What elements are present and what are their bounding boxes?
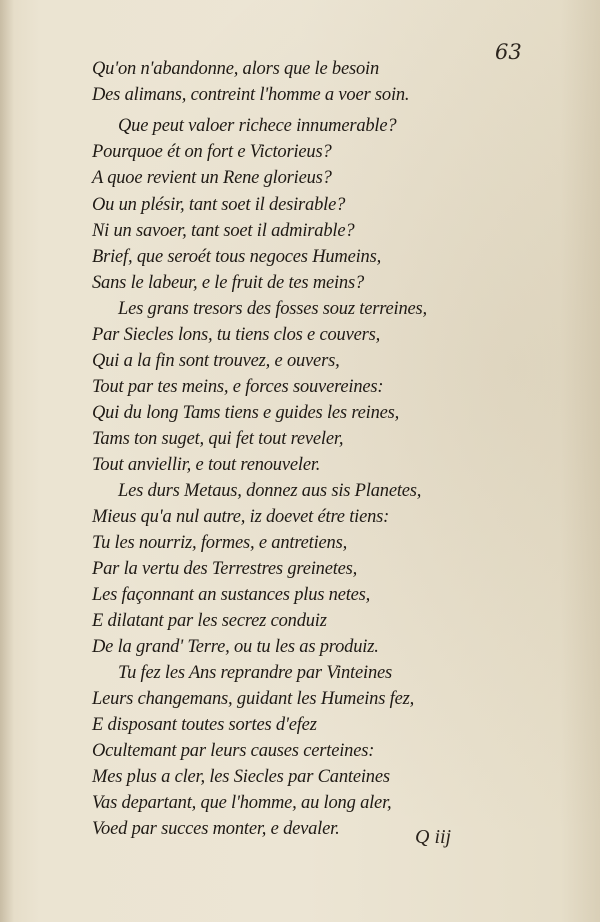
verse-line: Leurs changemans, guidant les Humeins fez, xyxy=(92,689,415,709)
verse-line: Ou un plésir, tant soet il desirable? xyxy=(92,195,346,215)
verse-line: Mieus qu'a nul autre, iz doevet étre tiens: xyxy=(92,507,390,527)
signature-mark: Q iij xyxy=(415,826,452,848)
verse-line: E dilatant par les secrez conduiz xyxy=(92,611,327,631)
verse-line: Tout anviellir, e tout renouveler. xyxy=(92,455,321,475)
verse-line: Les grans tresors des fosses souz terreines, xyxy=(118,299,427,319)
verse-line: Tams ton suget, qui fet tout reveler, xyxy=(92,429,344,449)
verse-line: A quoe revient un Rene glorieus? xyxy=(92,168,332,188)
verse-line: Tu fez les Ans reprandre par Vinteines xyxy=(118,663,393,683)
verse-line: Ni un savoer, tant soet il admirable? xyxy=(92,221,355,241)
verse-line: Qui du long Tams tiens e guides les reines, xyxy=(92,403,400,423)
verse-line: Des alimans, contreint l'homme a voer soin. xyxy=(92,85,410,105)
verse-line: De la grand' Terre, ou tu les as produiz. xyxy=(92,637,379,657)
verse-line: Par Siecles lons, tu tiens clos e couvers, xyxy=(92,325,381,345)
verse-line: Que peut valoer richece innumerable? xyxy=(118,116,397,136)
verse-line: Vas departant, que l'homme, au long aler, xyxy=(92,793,392,813)
verse-line: Tout par tes meins, e forces souvereines: xyxy=(92,377,384,397)
verse-line: Brief, que seroét tous negoces Humeins, xyxy=(92,247,381,267)
verse-line: Par la vertu des Terrestres greinetes, xyxy=(92,559,358,579)
verse-line: Sans le labeur, e le fruit de tes meins? xyxy=(92,273,365,293)
verse-line: Les durs Metaus, donnez aus sis Planetes, xyxy=(118,481,422,501)
page-gutter-shadow xyxy=(0,0,14,922)
verse-line: Les façonnant an sustances plus netes, xyxy=(92,585,371,605)
page-number: 63 xyxy=(495,40,522,64)
verse-line: Pourquoe ét on fort e Victorieus? xyxy=(92,142,332,162)
verse-line: Qui a la fin sont trouvez, e ouvers, xyxy=(92,351,340,371)
verse-line: Qu'on n'abandonne, alors que le besoin xyxy=(92,59,380,79)
verse-line: E disposant toutes sortes d'efez xyxy=(92,715,317,735)
verse-line: Voed par succes monter, e devaler. xyxy=(92,819,340,839)
verse-line: Mes plus a cler, les Siecles par Canteines xyxy=(92,767,390,787)
verse-line: Tu les nourriz, formes, e antretiens, xyxy=(92,533,348,553)
verse-line: Ocultemant par leurs causes certeines: xyxy=(92,741,375,761)
